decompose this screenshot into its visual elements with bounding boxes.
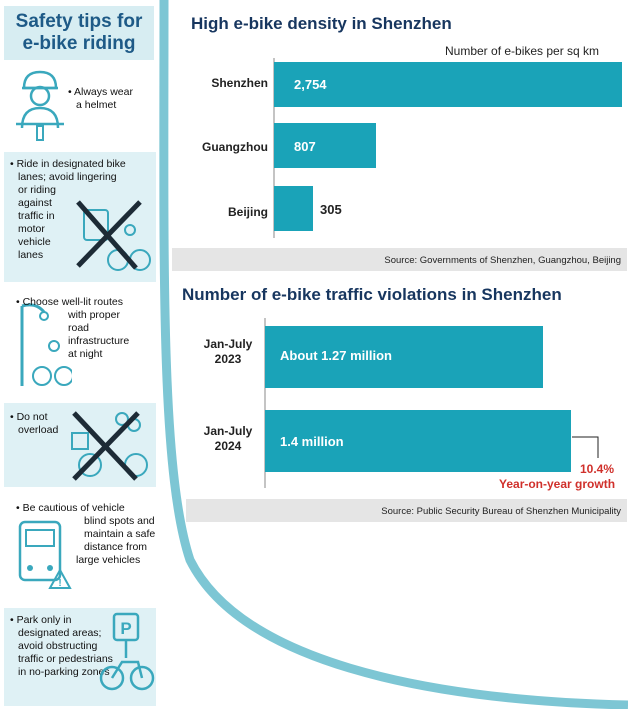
violations-cat-2024-line1: Jan-July xyxy=(203,424,253,438)
tip2-line7: vehicle xyxy=(18,236,51,248)
violations-value-2023: About 1.27 million xyxy=(280,348,392,363)
tip3-line5: at night xyxy=(68,348,103,360)
tip5-line4: distance from xyxy=(84,541,148,553)
tip2-line5: traffic in xyxy=(18,210,55,222)
tip2-line3: or riding xyxy=(18,184,56,196)
tip1-line1: • Always wear xyxy=(68,86,133,98)
density-cat-shenzhen: Shenzhen xyxy=(211,76,268,90)
tip4-line2: overload xyxy=(18,424,59,436)
svg-text:!: ! xyxy=(58,578,62,589)
tip3-line4: infrastructure xyxy=(68,335,130,347)
violations-cat-2023 xyxy=(198,337,258,367)
growth-percent: 10.4% xyxy=(580,462,615,476)
tip6-line3: avoid obstructing xyxy=(18,640,98,652)
tip3-line1: • Choose well-lit routes xyxy=(16,296,123,308)
tip1-line2: a helmet xyxy=(76,99,117,111)
density-value-guangzhou: 807 xyxy=(294,139,316,154)
tip2-line2: lanes; avoid lingering xyxy=(18,171,117,183)
density-cat-guangzhou: Guangzhou xyxy=(202,140,268,154)
svg-text:P: P xyxy=(120,619,132,638)
tip2-line4: against xyxy=(18,197,52,209)
tip2-line8: lanes xyxy=(18,249,44,261)
tip2-line1: • Ride in designated bike xyxy=(10,158,126,170)
violations-source: Source: Public Security Bureau of Shenzhen Municipality xyxy=(186,499,627,522)
violations-cat-2024-line2: 2024 xyxy=(214,439,242,453)
violations-chart-title: Number of e-bike traffic violations in Shenzhen xyxy=(182,285,562,304)
tip6-line2: designated areas; xyxy=(18,627,102,639)
tips-title-line1: Safety tips for xyxy=(15,11,143,32)
tip6-line1: • Park only in xyxy=(10,614,72,626)
density-chart-title: High e-bike density in Shenzhen xyxy=(191,14,452,33)
tip6-line4: traffic or pedestrians xyxy=(18,653,113,665)
tip6-line5: in no-parking zones xyxy=(18,666,110,678)
tip5-line1: • Be cautious of vehicle xyxy=(16,502,125,514)
tip5-line2: blind spots and xyxy=(84,515,155,527)
violations-value-2024: 1.4 million xyxy=(280,434,344,449)
tip3-line2: with proper xyxy=(68,309,120,321)
tips-title-line2: e-bike riding xyxy=(22,33,136,54)
tip3-line3: road xyxy=(68,322,90,334)
tip5-line5: large vehicles xyxy=(76,554,141,566)
density-value-shenzhen: 2,754 xyxy=(294,77,327,92)
tip4-line1: • Do not xyxy=(10,411,48,423)
growth-label: Year-on-year growth xyxy=(499,477,616,491)
violations-cat-2023-line2: 2023 xyxy=(214,352,242,366)
density-value-beijing: 305 xyxy=(320,202,342,217)
violations-cat-2023-line1: Jan-July xyxy=(203,337,253,351)
density-cat-beijing: Beijing xyxy=(227,205,268,219)
tip2-line6: motor xyxy=(18,223,45,235)
density-source: Source: Governments of Shenzhen, Guangzhou, Beijing xyxy=(172,248,627,271)
violations-cat-2024 xyxy=(198,424,258,454)
tip5-line3: maintain a safe xyxy=(84,528,156,540)
density-unit-label: Number of e-bikes per sq km xyxy=(445,44,600,58)
